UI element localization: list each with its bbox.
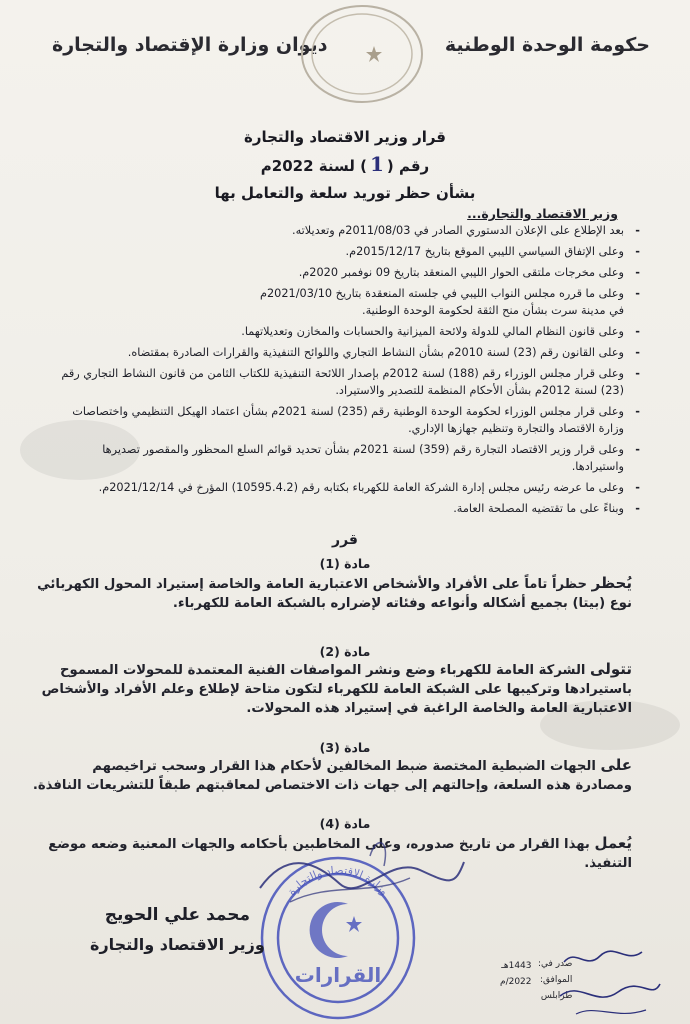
article-1-lead: يُحظر [591,574,632,592]
article-4-text: بهذا القرار من تاريخ صدوره، وعلى المخاطبين بأحكامه والجهات المعنية وضعه موضع التنفيذ. [48,837,632,871]
handwritten-date-icon [556,944,666,1024]
article-4-title: مادة (4) [319,816,371,831]
article-2-title: مادة (2) [319,644,371,659]
preamble-item: - وعلى ما قرره مجلس النواب الليبي في جلسته المنعقدة بتاريخ 2021/03/10م [50,285,640,302]
decision-subject: بشأن حظر توريد سلعة والتعامل بها [214,184,476,202]
issue-values [500,958,532,990]
decision-title: قرار وزير الاقتصاد والتجارة [243,128,447,146]
decision-number-line [0,151,690,180]
decision-number: 1 [369,152,384,176]
preamble-list [50,222,640,521]
signatory-block [90,900,265,960]
preamble-item: - وعلى قانون النظام المالي للدولة ولائحة الميزانية والحسابات والمخازن وتعديلاتهما. [50,323,640,340]
decision-heading [0,124,690,207]
preamble-item: - وبناءً على ما تقتضيه المصلحة العامة. [50,500,640,517]
article-3-title: مادة (3) [319,740,371,755]
signatory-name: محمد علي الحويج [104,905,251,925]
city-label: طرابلس [540,991,573,1001]
article-1-title: مادة (1) [319,556,371,571]
preamble-item: - وعلى ما عرضه رئيس مجلس إدارة الشركة العامة للكهرباء بكتابه رقم (10595.4.2) المؤرخ في 2021/12/14م. [50,479,640,496]
article-3-text: الجهات الضبطية المختصة ضبط المخالفين لأحكام هذا القرار وسحب تراخيصهم ومصادرة هذه السلعة، وإحالتهم إلى جهات ذات الاختصاص لمعاقبتهم طبقاً للتشريعات النافذة. [32,759,632,793]
signatory-role: وزير الاقتصاد والتجارة [90,935,265,954]
resolution-word: قرر [332,532,358,548]
article-1-text: حظراً تاماً على الأفراد والأشخاص الاعتبارية العامة والخاصة إستيراد المحول الكهربائي نوع (بيتا) بجميع أشكاله وأنواعه وفئاته لإضراره بالشبكة العامة للكهرباء. [37,577,632,611]
government-name: حكومة الوحدة الوطنية [444,34,650,56]
preamble-item: - وعلى مخرجات ملتقى الحوار الليبي المنعقد بتاريخ 09 نوفمبر 2020م. [50,264,640,281]
ministry-office: ديوان وزارة الإقتصاد والتجارة [52,34,328,56]
preamble-item: - وعلى القانون رقم (23) لسنة 2010م بشأن النشاط التجاري واللوائح التنفيذية والقرارات الصادرة بمقتضاه. [50,344,640,361]
decision-number-prefix: رقم ( [386,157,430,175]
preamble-item: - وعلى قرار مجلس الوزراء رقم (188) لسنة 2012م بإصدار اللائحة التنفيذية للكتاب الثامن من قانون النشاط التجاري رقم (23) لسنة 2012م بشأن الأحكام المنظمة للتصدير والاستيراد. [50,365,640,399]
article-1-body [32,574,632,613]
article-3-body [32,756,632,795]
hijri-label: صدر في: [538,959,573,969]
preamble-item: - وعلى قرار وزير الاقتصاد التجارة رقم (359) لسنة 2021م بشأن تحديد قوائم السلع المحظور والمقصور تصديرها واستيرادها. [50,441,640,475]
article-3-lead: على [600,756,632,774]
decision-number-suffix: ) لسنة 2022م [260,157,367,175]
article-2-text: الشركة العامة للكهرباء وضع ونشر المواصفات الفنية المعتمدة للمحولات المسموح باستيرادها وتركيبها على الشبكة العامة للكهرباء لتكون متاحة لإطلاع وعلم الأفراد والأشخاص الاعتبارية العامة والخاصة الراغبة في إستيراد هذه المحولات. [41,663,632,716]
preamble-item: - وعلى الإتفاق السياسي الليبي الموقع بتاريخ 2015/12/17م. [50,243,640,260]
article-4-lead: يُعمل [594,834,632,852]
stamp-label: القرارات [294,963,382,987]
article-2-body [32,660,632,718]
stamp-ring-text: وزارة الاقتصاد والتجارة [285,863,391,899]
signature-scribble-icon [250,826,470,926]
preamble-item: - بعد الإطلاع على الإعلان الدستوري الصادر في 2011/08/03م وتعديلاته. [50,222,640,239]
gregorian-label: الموافق: [539,975,573,985]
libya-emblem-icon [298,2,426,106]
preamble-heading: وزير الاقتصاد والتجارة... [467,206,618,221]
preamble-item: في مدينة سرت بشأن منح الثقة لحكومة الوحدة الوطنية. [362,304,624,317]
gregorian-year: 2022/م [500,977,532,987]
hijri-year: 1443هـ [501,961,532,971]
article-2-lead: تتولى [590,660,632,678]
preamble-item: - وعلى قرار مجلس الوزراء لحكومة الوحدة الوطنية رقم (235) لسنة 2021م بشأن اعتماد الهيكل التنظيمي واختصاصات وزارة الاقتصاد والتجارة وتنظيم جهازها الإداري. [50,403,640,437]
